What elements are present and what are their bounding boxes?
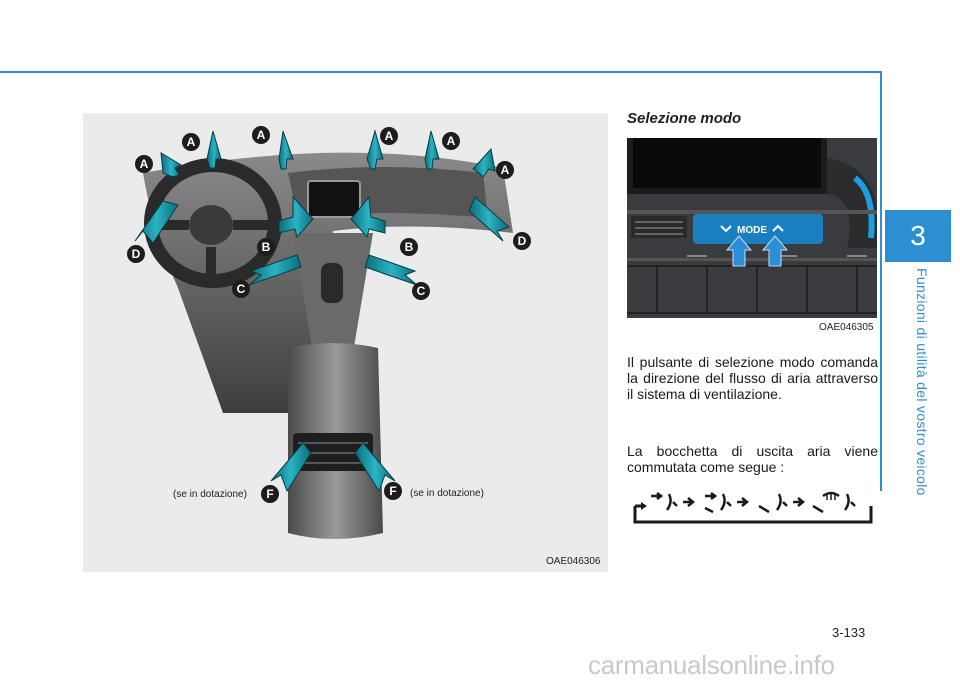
- vent-label-d: D: [517, 234, 527, 248]
- optional-label-right: (se in dotazione): [410, 488, 484, 499]
- watermark: carmanualsonline.info: [588, 650, 835, 680]
- figure-code: OAE046306: [546, 556, 601, 567]
- vent-label-d: D: [131, 247, 141, 261]
- floor-vent-icon: [759, 494, 787, 512]
- dashboard-vents-illustration: [83, 113, 608, 572]
- vent-label-f: F: [266, 487, 274, 501]
- vent-label-a: A: [446, 134, 456, 148]
- chapter-number-tab: 3: [885, 210, 951, 262]
- vent-label-a: A: [139, 157, 149, 171]
- vent-label-b: B: [261, 240, 271, 254]
- optional-label-left: (se in dotazione): [173, 489, 247, 500]
- vent-label-b: B: [404, 240, 414, 254]
- mode-sequence-diagram: [625, 488, 877, 530]
- mode-button-label: MODE: [737, 225, 767, 236]
- vent-label-a: A: [384, 129, 394, 143]
- vent-label-a: A: [186, 135, 196, 149]
- figure-code-right: OAE046305: [819, 322, 874, 333]
- vent-label-a: A: [256, 128, 266, 142]
- vent-label-c: C: [416, 284, 426, 298]
- vent-label-a: A: [500, 163, 510, 177]
- bilevel-vent-icon: [705, 493, 731, 512]
- mode-button-photo: [627, 138, 877, 338]
- paragraph-mode-description: Il pulsante di selezione modo comanda la direzione del flusso di aria attraverso il sistema di ventilazione.: [627, 354, 878, 402]
- face-vent-icon: [651, 493, 677, 510]
- section-heading: Selezione modo: [627, 110, 742, 127]
- chapter-title: Funzioni di utilità del vostro veicolo: [914, 268, 930, 496]
- mode-panel-drawing: [627, 138, 877, 338]
- dashboard-drawing: [83, 113, 608, 572]
- vent-label-f: F: [389, 484, 397, 498]
- page-number: 3-133: [832, 625, 866, 640]
- floor-defrost-icon: [813, 492, 855, 512]
- side-rule: [880, 71, 882, 491]
- header-rule: [0, 71, 880, 73]
- vent-label-c: C: [236, 282, 246, 296]
- paragraph-mode-sequence: La bocchetta di uscita aria viene commutata come segue :: [627, 443, 878, 475]
